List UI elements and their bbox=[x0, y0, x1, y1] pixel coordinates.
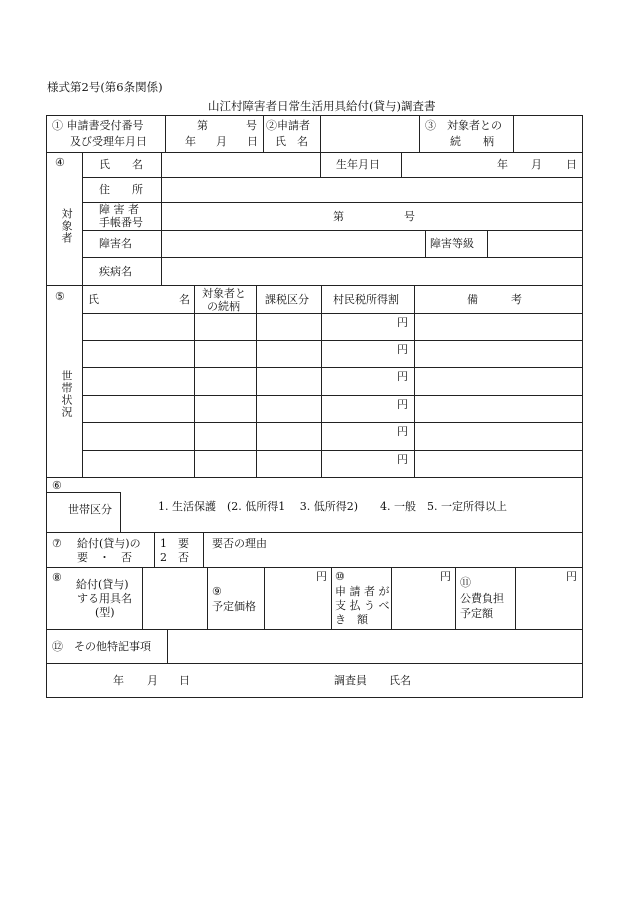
household-row-yen: 円 bbox=[397, 398, 408, 411]
special-notes-label: ⑫ その他特記事項 bbox=[52, 640, 151, 653]
relation-sub-label: 続 柄 bbox=[450, 135, 494, 148]
receipt-date-label: 及び受理年月日 bbox=[70, 135, 147, 148]
remarks-header: 備 考 bbox=[467, 293, 522, 306]
receipt-number-label: ① 申請書受付番号 bbox=[52, 119, 144, 132]
address-field[interactable] bbox=[162, 178, 582, 201]
handbook-go: 号 bbox=[404, 210, 415, 223]
section9-number: ⑨ bbox=[212, 585, 222, 598]
approval-option-yes[interactable]: 1 要 bbox=[160, 537, 189, 550]
equipment-name-field[interactable] bbox=[143, 568, 206, 628]
equipment-label-2: する用具名 bbox=[77, 592, 132, 605]
household-row-yen: 円 bbox=[397, 370, 408, 383]
household-row-yen: 円 bbox=[397, 453, 408, 466]
applicant-name-field[interactable] bbox=[321, 116, 418, 151]
receipt-date-year: 年 bbox=[185, 135, 196, 148]
disability-label: 障害名 bbox=[99, 237, 132, 250]
planned-price-yen: 円 bbox=[316, 570, 327, 583]
applicant-payment-yen: 円 bbox=[440, 570, 451, 583]
section6-number: ⑥ bbox=[52, 479, 62, 492]
public-burden-label-2: 予定額 bbox=[460, 607, 493, 620]
survey-date-day: 日 bbox=[179, 674, 190, 687]
receipt-date-month: 月 bbox=[216, 135, 227, 148]
approval-option-no[interactable]: 2 否 bbox=[160, 551, 189, 564]
handbook-dai: 第 bbox=[333, 210, 344, 223]
applicant-payment-label-3: き 額 bbox=[335, 613, 368, 626]
approval-label: 給付(貸与)の bbox=[77, 537, 141, 550]
household-row-yen: 円 bbox=[397, 316, 408, 329]
household-row-yen: 円 bbox=[397, 343, 408, 356]
household-category-options[interactable]: 1. 生活保護 (2. 低所得1 3. 低所得2) 4. 一般 5. 一定所得以上 bbox=[158, 500, 508, 513]
household-name-header-b: 名 bbox=[179, 293, 190, 306]
address-label: 住 所 bbox=[99, 183, 143, 196]
household-relation-header: 対象者と bbox=[202, 287, 246, 300]
investigator-name-label: 調査員 氏名 bbox=[334, 674, 411, 687]
household-relation-header-2: の続柄 bbox=[207, 300, 240, 313]
section5-vertical-label: 世帯状況 bbox=[60, 370, 73, 418]
approval-sub-label: 要 ・ 否 bbox=[77, 551, 132, 564]
disability-grade-label: 障害等級 bbox=[430, 237, 474, 250]
applicant-label: ②申請者 bbox=[266, 119, 310, 132]
disability-field[interactable] bbox=[162, 231, 424, 256]
household-row-yen: 円 bbox=[397, 425, 408, 438]
subject-name-field[interactable] bbox=[162, 153, 319, 176]
section10-number: ⑩ bbox=[335, 570, 345, 583]
section11-number: ⑪ bbox=[460, 576, 471, 589]
approval-reason-label: 要否の理由 bbox=[212, 537, 267, 550]
disease-label: 疾病名 bbox=[99, 265, 132, 278]
section4-vertical-label: 対象者 bbox=[60, 208, 73, 244]
birthdate-month: 月 bbox=[531, 158, 542, 171]
equipment-label-3: (型) bbox=[95, 606, 115, 619]
household-category-label: 世帯区分 bbox=[68, 503, 112, 516]
birthdate-label: 生年月日 bbox=[336, 158, 380, 171]
section7-number: ⑦ bbox=[52, 537, 62, 550]
birthdate-day: 日 bbox=[566, 158, 577, 171]
subject-name-label: 氏 名 bbox=[99, 158, 143, 171]
applicant-name-label: 氏 名 bbox=[275, 135, 308, 148]
disease-field[interactable] bbox=[162, 258, 582, 284]
applicant-payment-label: 申 請 者 が bbox=[335, 585, 390, 598]
tax-category-header: 課税区分 bbox=[265, 293, 309, 306]
receipt-date-day: 日 bbox=[247, 135, 258, 148]
handbook-number-label: 手帳番号 bbox=[99, 216, 143, 229]
section4-number: ④ bbox=[55, 156, 65, 169]
income-tax-header: 村民税所得割 bbox=[333, 293, 399, 306]
equipment-label: 給付(貸与) bbox=[76, 578, 129, 591]
household-name-header-a: 氏 bbox=[88, 293, 99, 306]
receipt-no-dai: 第 bbox=[197, 119, 208, 132]
form-number: 様式第2号(第6条関係) bbox=[47, 80, 163, 94]
birthdate-year: 年 bbox=[497, 158, 508, 171]
survey-date-month: 月 bbox=[147, 674, 158, 687]
survey-date-year: 年 bbox=[113, 674, 124, 687]
public-burden-label: 公費負担 bbox=[460, 592, 504, 605]
relation-label: ③ 対象者との bbox=[425, 119, 502, 132]
applicant-payment-label-2: 支 払 う べ bbox=[335, 599, 390, 612]
relation-field[interactable] bbox=[514, 116, 582, 151]
public-burden-yen: 円 bbox=[566, 570, 577, 583]
disability-grade-field[interactable] bbox=[488, 231, 582, 256]
section8-number: ⑧ bbox=[52, 571, 62, 584]
section5-number: ⑤ bbox=[55, 290, 65, 303]
handbook-label: 障 害 者 bbox=[99, 203, 139, 216]
special-notes-field[interactable] bbox=[168, 630, 582, 662]
receipt-no-go: 号 bbox=[246, 119, 257, 132]
form-title: 山江村障害者日常生活用具給付(貸与)調査書 bbox=[208, 99, 436, 113]
planned-price-label: 予定価格 bbox=[212, 600, 256, 613]
